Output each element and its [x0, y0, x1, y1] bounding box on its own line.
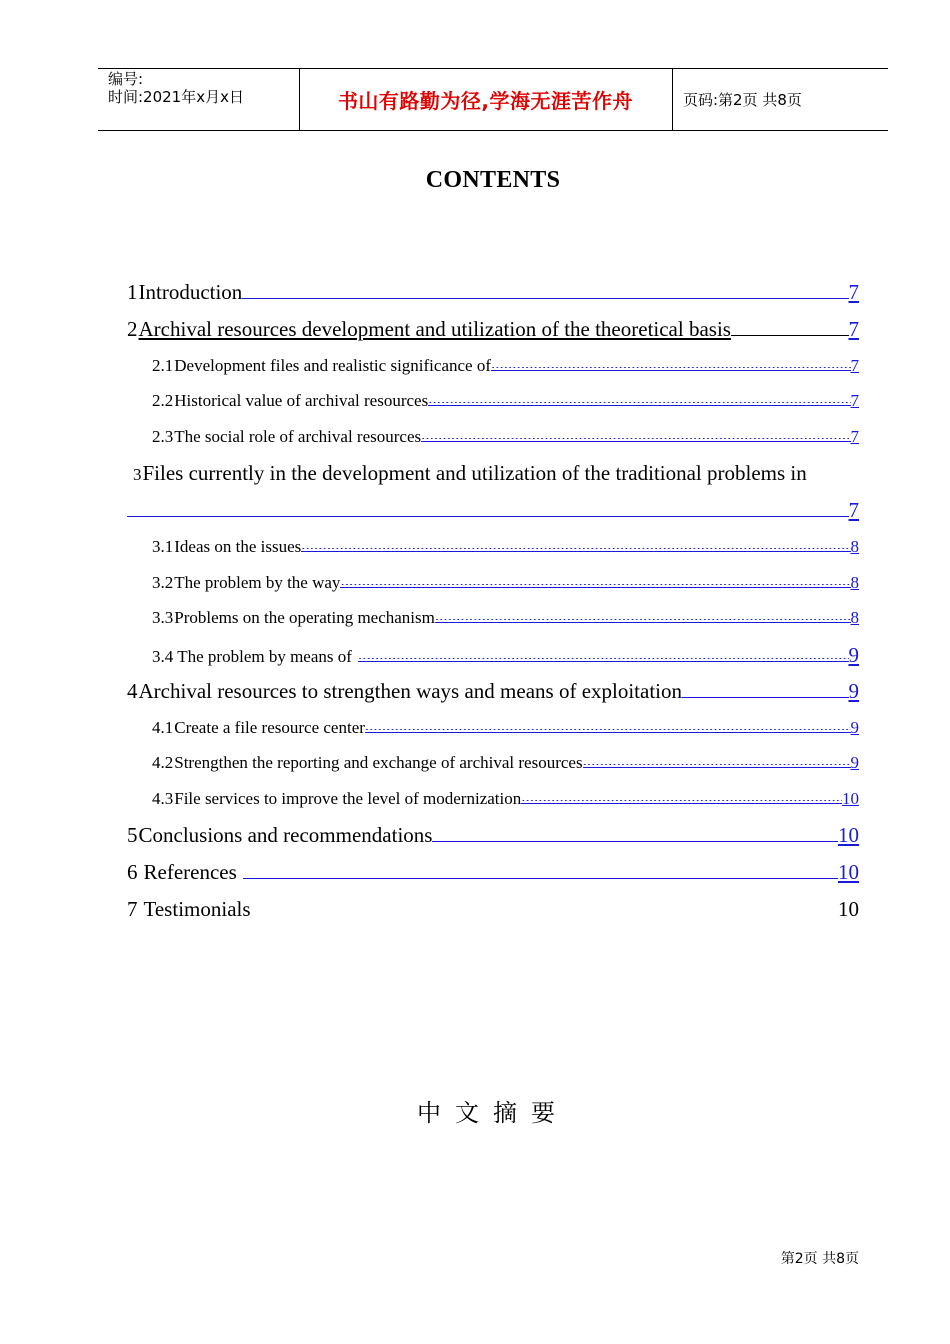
toc-entry-4-1[interactable] [152, 718, 859, 738]
toc-title: Strengthen the reporting and exchange of archival resources [174, 753, 583, 772]
toc-title: Ideas on the issues [174, 537, 302, 556]
toc-number: 4.2 [152, 753, 174, 772]
toc-number: 1 [127, 280, 138, 304]
toc-entry-2-1[interactable] [152, 356, 859, 376]
toc-page-link[interactable]: 7 [850, 356, 859, 375]
time-label: 时间:2021年x月x日 [108, 88, 244, 106]
toc-entry-5[interactable] [127, 823, 859, 848]
toc-number: 2 [127, 317, 138, 341]
toc-page-link[interactable]: 9 [848, 679, 859, 703]
toc-leader [243, 875, 838, 879]
toc-page-number: 10 [838, 897, 859, 921]
toc-number: 4.3 [152, 789, 174, 808]
toc-page-link[interactable]: 9 [850, 753, 859, 772]
toc-entry-2-2[interactable] [152, 391, 859, 411]
header-motto-cell [299, 69, 673, 130]
toc-title: Conclusions and recommendations [138, 823, 433, 847]
header-motto: 书山有路勤为径,学海无涯苦作舟 [337, 89, 634, 113]
toc-number: 2.3 [152, 427, 174, 446]
toc-page-link[interactable]: 7 [848, 498, 859, 522]
toc-leader [127, 513, 849, 517]
toc-title: References [143, 860, 237, 884]
toc-page-link[interactable]: 7 [850, 427, 859, 446]
toc-entry-2-3[interactable] [152, 427, 859, 447]
toc-leader [301, 548, 850, 552]
toc-title: Testimonials [143, 897, 251, 921]
toc-leader [428, 402, 850, 406]
toc-page-link[interactable]: 8 [850, 537, 859, 556]
toc-number: 4 [127, 679, 138, 703]
toc-leader [340, 584, 850, 588]
header-info-cell [98, 69, 300, 130]
toc-page-link[interactable]: 8 [850, 608, 859, 627]
toc-number: 3.1 [152, 537, 174, 556]
toc-title: Files currently in the development and utilization of the traditional problems in [142, 461, 807, 485]
toc-page-link[interactable]: 8 [850, 573, 859, 592]
toc-page-link[interactable]: 10 [838, 860, 859, 884]
toc-leader [682, 694, 848, 698]
toc-title: File services to improve the level of modernization [174, 789, 522, 808]
toc-entry-7[interactable] [127, 897, 859, 922]
toc-number: 4.1 [152, 718, 174, 737]
serial-number-label: 编号: [108, 70, 144, 88]
toc-entry-3-3[interactable] [152, 608, 859, 628]
toc-leader [491, 367, 851, 371]
toc-leader [421, 438, 850, 442]
toc-title: Development files and realistic significance of [174, 356, 491, 375]
toc-entry-3-4[interactable] [152, 643, 859, 668]
toc-entry-4-3[interactable] [152, 789, 859, 809]
toc-page-link[interactable]: 10 [838, 823, 859, 847]
toc-page-link[interactable]: 7 [848, 280, 859, 304]
toc-entry-3-line2[interactable] [127, 498, 859, 523]
toc-number: 3.2 [152, 573, 174, 592]
toc-leader [731, 332, 849, 336]
header-page-cell [673, 69, 888, 130]
toc-title: Archival resources to strengthen ways and means of exploitation [138, 679, 683, 703]
toc-number: 3 [133, 465, 142, 484]
toc-leader [242, 295, 848, 299]
toc-title: Historical value of archival resources [174, 391, 429, 410]
toc-entry-3-1[interactable] [152, 537, 859, 557]
page-footer: 第2页 共8页 [780, 1251, 859, 1267]
toc-leader [521, 800, 842, 804]
toc-title: Introduction [138, 280, 243, 304]
toc-number: 2.2 [152, 391, 174, 410]
toc-page-link[interactable]: 9 [850, 718, 859, 737]
toc-number: 2.1 [152, 356, 174, 375]
toc-entry-4[interactable] [127, 679, 859, 704]
chinese-abstract-heading: 中文摘要 [417, 1099, 569, 1127]
toc-entry-4-2[interactable] [152, 753, 859, 773]
toc-number: 6 [127, 860, 138, 884]
toc-title: The problem by means of [177, 647, 352, 666]
toc-page-link[interactable]: 7 [848, 317, 859, 341]
toc-title: Problems on the operating mechanism [174, 608, 435, 627]
toc-leader [365, 729, 851, 733]
toc-title: The problem by the way [174, 573, 341, 592]
toc-number: 7 [127, 897, 138, 921]
toc-number: 3.4 [152, 647, 174, 666]
toc-leader [251, 913, 838, 916]
page-title: CONTENTS [425, 167, 561, 193]
toc-leader [432, 838, 838, 842]
toc-leader [435, 619, 851, 623]
toc-title: Create a file resource center [174, 718, 365, 737]
toc-entry-3-2[interactable] [152, 573, 859, 593]
toc-leader [358, 658, 849, 662]
page-header-table [98, 68, 888, 131]
toc-entry-3-line1[interactable] [127, 461, 859, 486]
toc-page-link[interactable]: 7 [850, 391, 859, 410]
toc-number: 5 [127, 823, 138, 847]
toc-title: Archival resources development and utilization of the theoretical basis [138, 317, 731, 341]
toc-leader [583, 764, 851, 768]
toc-entry-6[interactable] [127, 860, 859, 885]
toc-number: 3.3 [152, 608, 174, 627]
toc-entry-2[interactable] [127, 317, 859, 342]
toc-title: The social role of archival resources [174, 427, 422, 446]
toc-page-link[interactable]: 10 [842, 789, 859, 808]
toc-entry-1[interactable] [127, 280, 859, 305]
header-page-info: 页码:第2页 共8页 [683, 91, 802, 109]
toc-page-link[interactable]: 9 [848, 643, 859, 667]
